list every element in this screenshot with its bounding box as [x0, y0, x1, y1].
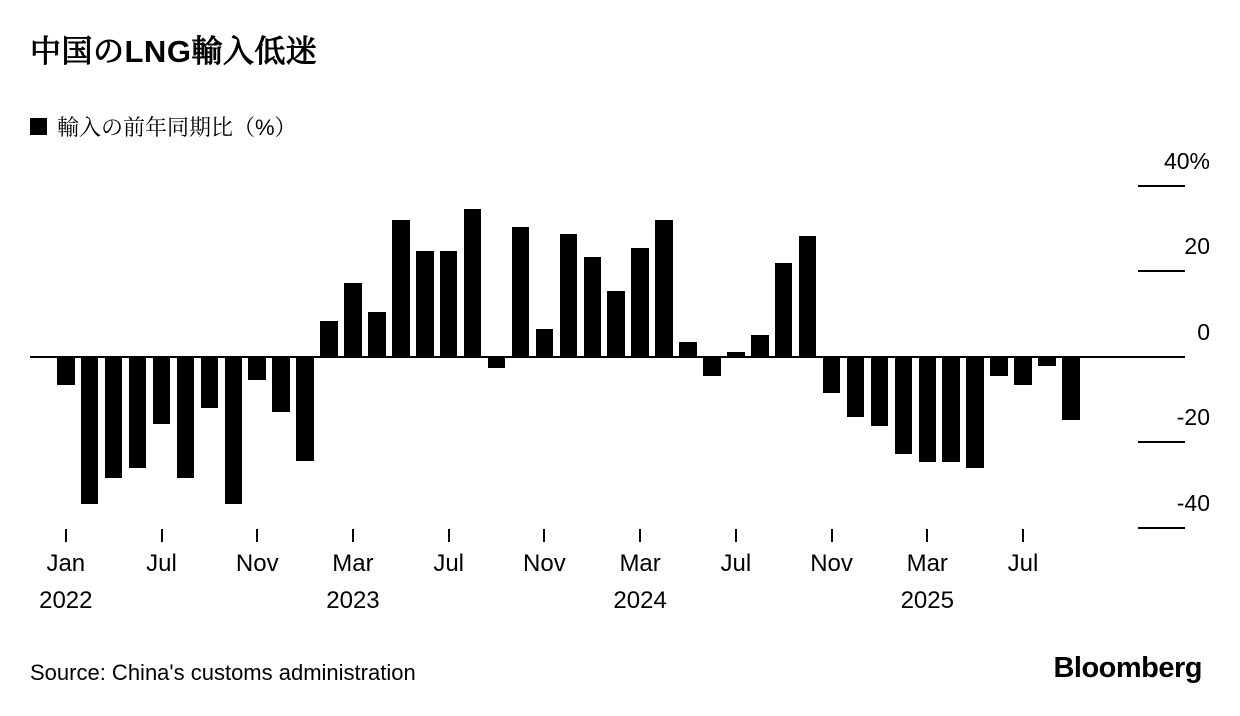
x-tick	[1022, 529, 1024, 542]
bar	[751, 335, 769, 357]
bar	[392, 220, 410, 357]
x-tick	[448, 529, 450, 542]
bar	[823, 357, 841, 394]
bar	[584, 257, 602, 357]
bar	[1038, 357, 1056, 366]
bar	[607, 291, 625, 357]
bar	[344, 283, 362, 357]
bar	[847, 357, 865, 417]
x-tick-month-label: Jan	[46, 550, 86, 577]
bar	[464, 209, 482, 357]
y-tick	[1138, 527, 1185, 529]
bar	[703, 357, 721, 376]
bar	[81, 357, 99, 504]
bar	[679, 342, 697, 357]
x-tick-year-label: 2024	[613, 587, 667, 614]
bar	[536, 329, 554, 357]
source-note: Source: China's customs administration	[30, 660, 416, 685]
bar	[177, 357, 195, 478]
legend-label: 輸入の前年同期比（%）	[57, 115, 297, 140]
x-tick-month-label: Mar	[332, 550, 374, 577]
bar	[655, 220, 673, 357]
y-tick-label: 0	[1197, 318, 1210, 345]
bar	[440, 251, 458, 357]
bar	[368, 312, 386, 356]
x-tick-month-label: Nov	[810, 550, 853, 577]
x-tick	[543, 529, 545, 542]
y-tick-label: -40	[1176, 489, 1210, 516]
x-tick-month-label: Jul	[433, 550, 465, 577]
bar	[1014, 357, 1032, 386]
x-tick-month-label: Nov	[523, 550, 566, 577]
bar	[727, 352, 745, 357]
x-tick-year-label: 2025	[900, 587, 954, 614]
bar	[201, 357, 219, 408]
bar	[560, 234, 578, 356]
x-tick	[831, 529, 833, 542]
x-tick	[161, 529, 163, 542]
y-tick	[1138, 185, 1185, 187]
bar	[248, 357, 266, 381]
x-tick-year-label: 2023	[326, 587, 380, 614]
bar	[919, 357, 937, 463]
legend	[30, 111, 297, 142]
bar	[57, 357, 75, 385]
y-tick-label: 20	[1184, 233, 1210, 260]
y-tick-label: -20	[1176, 404, 1210, 431]
y-tick	[1138, 441, 1185, 443]
bar	[105, 357, 123, 478]
x-tick-month-label: Jul	[146, 550, 177, 577]
x-tick	[65, 529, 67, 542]
x-tick-month-label: Jul	[1007, 550, 1039, 577]
bar	[153, 357, 171, 425]
x-tick	[926, 529, 928, 542]
bar	[1062, 357, 1080, 420]
bar	[895, 357, 913, 454]
bar	[942, 357, 960, 463]
y-tick	[1138, 270, 1185, 272]
page-title: 中国のLNG輸入低迷	[30, 34, 318, 69]
bloomberg-logo: Bloomberg	[1053, 652, 1202, 684]
bar	[416, 251, 434, 357]
bar	[296, 357, 314, 461]
x-tick	[256, 529, 258, 542]
plot-area	[30, 147, 1210, 620]
bar	[320, 321, 338, 357]
x-tick	[639, 529, 641, 542]
bar	[990, 357, 1008, 377]
bar	[966, 357, 984, 469]
legend-swatch	[30, 118, 47, 135]
bar	[488, 357, 506, 369]
bar	[799, 236, 817, 357]
y-tick-label: 40%	[1163, 147, 1210, 174]
bar	[272, 357, 290, 412]
bar	[129, 357, 147, 468]
x-tick-month-label: Mar	[906, 550, 948, 577]
x-tick-month-label: Mar	[619, 550, 661, 577]
bar	[512, 227, 530, 357]
x-tick-year-label: 2022	[39, 587, 93, 614]
x-tick-month-label: Nov	[235, 550, 279, 577]
bar	[225, 357, 243, 504]
bar	[871, 357, 889, 426]
x-tick-month-label: Jul	[720, 550, 752, 577]
bar	[631, 248, 649, 357]
bar	[775, 263, 793, 357]
x-tick	[352, 529, 354, 542]
x-tick	[735, 529, 737, 542]
